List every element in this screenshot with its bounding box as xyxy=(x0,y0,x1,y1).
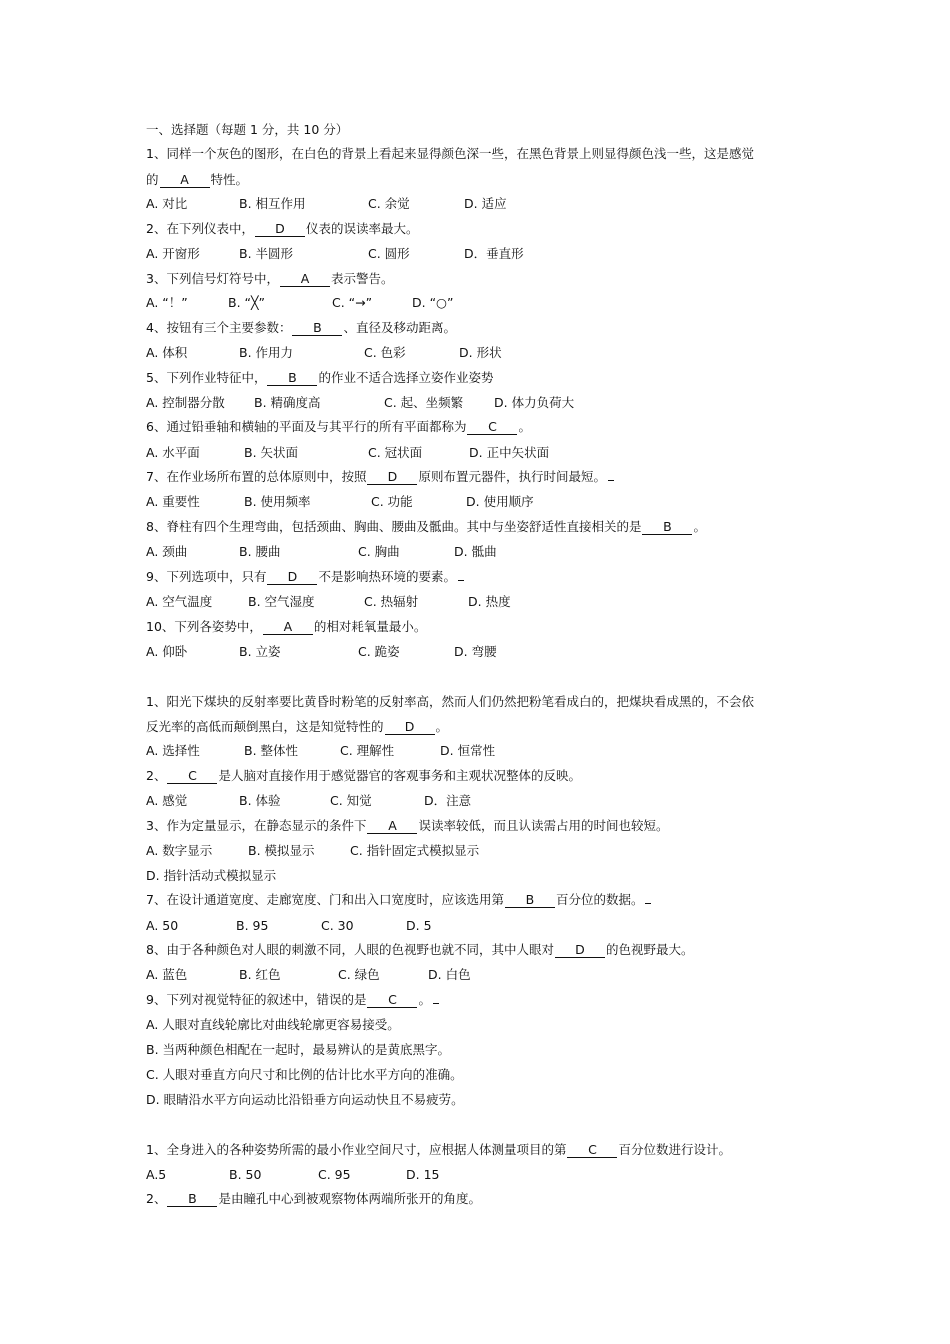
answer-blank: A xyxy=(160,173,210,188)
question-text xyxy=(146,467,614,487)
question-text xyxy=(146,766,581,786)
question-post: 仪表的误读率最大。 xyxy=(305,221,419,236)
option-d: D. 正中矢状面 xyxy=(469,445,550,460)
option-a: A. 感觉 xyxy=(146,793,188,808)
option-c: C. 功能 xyxy=(371,494,413,509)
question-post: 百分位的数据。 xyxy=(555,892,644,907)
option-d: D. 5 xyxy=(406,918,432,933)
option-a: A. 控制器分散 xyxy=(146,395,225,410)
question-post: 原则布置元器件，执行时间最短。 xyxy=(418,469,606,484)
question-pre: 2、在下列仪表中， xyxy=(146,221,254,236)
option-a: A. 选择性 xyxy=(146,743,200,758)
question-pre: 8、由于各种颜色对人眼的刺激不同，人眼的色视野也就不同，其中人眼对 xyxy=(146,942,554,957)
question-pre: 3、下列信号灯符号中， xyxy=(146,271,279,286)
option-c: C. 胸曲 xyxy=(358,544,400,559)
option-d: D. 恒常性 xyxy=(440,743,496,758)
question-text xyxy=(146,417,531,437)
option-d: D. 15 xyxy=(406,1167,440,1182)
option-b: B. 腰曲 xyxy=(239,544,281,559)
option-d: D．垂直形 xyxy=(464,246,524,261)
option-b: B. 体验 xyxy=(239,793,281,808)
option-c: C. 起、坐频繁 xyxy=(384,395,464,410)
question-post: 。 xyxy=(518,419,531,434)
option-c: C. 绿色 xyxy=(338,967,380,982)
question-text xyxy=(146,567,464,587)
question-post: 是人脑对直接作用于感觉器官的客观事务和主观状况整体的反映。 xyxy=(218,768,581,783)
question-text xyxy=(146,219,418,239)
question-pre: 9、下列选项中，只有 xyxy=(146,569,267,584)
answer-blank: D xyxy=(267,570,317,585)
answer-blank: A xyxy=(280,272,330,287)
answer-blank: B xyxy=(505,893,555,908)
answer-blank: A xyxy=(263,620,313,635)
question-post: 是由瞳孔中心到被观察物体两端所张开的角度。 xyxy=(218,1191,481,1206)
answer-blank: D xyxy=(255,222,305,237)
option-a: A. 数字显示 xyxy=(146,843,213,858)
answer-blank: B xyxy=(167,1192,217,1207)
option-c: C. 色彩 xyxy=(364,345,406,360)
option-b: B. 精确度高 xyxy=(254,395,321,410)
option-a: A. 开窗形 xyxy=(146,246,200,261)
answer-blank: B xyxy=(267,371,317,386)
option-b: B. 模拟显示 xyxy=(248,843,315,858)
option-d: D. 眼睛沿水平方向运动比沿铅垂方向运动快且不易疲劳。 xyxy=(146,1092,464,1107)
answer-blank: D xyxy=(385,720,435,735)
option-d: D．注意 xyxy=(424,793,472,808)
stray-underline xyxy=(608,468,614,481)
question-pre: 2、 xyxy=(146,768,167,783)
option-c: C. 30 xyxy=(321,918,354,933)
option-b: B. 红色 xyxy=(239,967,281,982)
question-text: 1、同样一个灰色的图形，在白色的背景上看起来显得颜色深一些，在黑色背景上则显得颜色浅一些，这是感觉 xyxy=(146,146,754,161)
answer-blank: C xyxy=(567,1143,617,1158)
option-d: D. 形状 xyxy=(459,345,502,360)
option-d: D. 弯腰 xyxy=(454,644,497,659)
question-pre: 1、全身进入的各种姿势所需的最小作业空间尺寸，应根据人体测量项目的第 xyxy=(146,1142,567,1157)
question-text xyxy=(146,170,248,190)
option-b: B. 95 xyxy=(236,918,269,933)
option-d: D. 白色 xyxy=(428,967,471,982)
option-d: D. 骶曲 xyxy=(454,544,497,559)
option-d: D. 指针活动式模拟显示 xyxy=(146,868,277,883)
option-b: B. 相互作用 xyxy=(239,196,306,211)
answer-blank: B xyxy=(642,520,692,535)
option-c: C. 知觉 xyxy=(330,793,372,808)
option-a: A. 仰卧 xyxy=(146,644,188,659)
answer-blank: A xyxy=(367,819,417,834)
question-post: 。 xyxy=(435,719,449,734)
option-c: C. 人眼对垂直方向尺寸和比例的估计比水平方向的准确。 xyxy=(146,1067,463,1082)
option-c: C. 理解性 xyxy=(340,743,395,758)
option-b: B. 半圆形 xyxy=(239,246,294,261)
question-post: 不是影响热环境的要素。 xyxy=(318,569,456,584)
question-text xyxy=(146,269,393,289)
question-post: 特性。 xyxy=(210,172,249,187)
question-text xyxy=(146,368,493,388)
question-pre: 2、 xyxy=(146,1191,167,1206)
question-text xyxy=(146,1140,731,1160)
option-b: B. 当两种颜色相配在一起时，最易辨认的是黄底黑字。 xyxy=(146,1042,451,1057)
option-b: B. 空气湿度 xyxy=(248,594,315,609)
question-post: 表示警告。 xyxy=(330,271,394,286)
option-d: D. “○” xyxy=(412,295,454,310)
option-c: C. 冠状面 xyxy=(368,445,423,460)
option-c: C. 指针固定式模拟显示 xyxy=(350,843,480,858)
option-a: A. 重要性 xyxy=(146,494,200,509)
question-post: 。 xyxy=(693,519,706,534)
question-text xyxy=(146,717,448,737)
question-text xyxy=(146,890,651,910)
question-text: 1、阳光下煤块的反射率要比黄昏时粉笔的反射率高，然而人们仍然把粉笔看成白的，把煤块看成黑的，不会依 xyxy=(146,694,754,709)
stray-underline xyxy=(458,568,464,581)
option-c: C. 圆形 xyxy=(368,246,410,261)
question-pre: 10、下列各姿势中， xyxy=(146,619,262,634)
question-post: 百分位数进行设计。 xyxy=(618,1142,731,1157)
question-pre: 6、通过铅垂轴和横轴的平面及与其平行的所有平面都称为 xyxy=(146,419,467,434)
option-b: B. “╳” xyxy=(228,295,265,310)
option-b: B. 立姿 xyxy=(239,644,281,659)
question-text xyxy=(146,318,456,338)
option-a: A. 水平面 xyxy=(146,445,200,460)
question-post: 。 xyxy=(418,992,431,1007)
answer-blank: C xyxy=(167,769,217,784)
stray-underline xyxy=(433,991,439,1004)
question-post: 的作业不适合选择立姿作业姿势 xyxy=(318,370,494,385)
question-pre: 8、脊柱有四个生理弯曲，包括颈曲、胸曲、腰曲及骶曲。其中与坐姿舒适性直接相关的是 xyxy=(146,519,642,534)
option-a: A. 50 xyxy=(146,918,179,933)
question-pre: 反光率的高低而颠倒黑白，这是知觉特性的 xyxy=(146,719,384,734)
option-c: C. 95 xyxy=(318,1167,351,1182)
question-post: 的色视野最大。 xyxy=(605,942,694,957)
option-a: A. 对比 xyxy=(146,196,188,211)
option-b: B. 整体性 xyxy=(244,743,299,758)
option-b: B. 50 xyxy=(229,1167,262,1182)
question-text xyxy=(146,816,668,836)
question-pre: 5、下列作业特征中， xyxy=(146,370,267,385)
option-a: A. “！” xyxy=(146,295,188,310)
question-pre: 7、在设计通道宽度、走廊宽度、门和出入口宽度时，应该选用第 xyxy=(146,892,504,907)
option-c: C. 跪姿 xyxy=(358,644,400,659)
answer-blank: D xyxy=(555,943,605,958)
option-b: B. 使用频率 xyxy=(244,494,311,509)
option-a: A. 人眼对直线轮廓比对曲线轮廓更容易接受。 xyxy=(146,1017,400,1032)
question-pre: 的 xyxy=(146,172,159,187)
question-post: 、直径及移动距离。 xyxy=(343,320,456,335)
answer-blank: D xyxy=(367,470,417,485)
option-a: A.5 xyxy=(146,1167,167,1182)
option-d: D. 使用顺序 xyxy=(466,494,534,509)
question-text xyxy=(146,617,426,637)
question-text xyxy=(146,517,706,537)
question-text xyxy=(146,1189,481,1209)
question-pre: 4、按钮有三个主要参数： xyxy=(146,320,292,335)
option-a: A. 体积 xyxy=(146,345,188,360)
option-b: B. 矢状面 xyxy=(244,445,299,460)
question-pre: 9、下列对视觉特征的叙述中，错误的是 xyxy=(146,992,367,1007)
answer-blank: C xyxy=(367,993,417,1008)
option-d: D. 适应 xyxy=(464,196,507,211)
section-title: 一、选择题（每题 1 分，共 10 分） xyxy=(146,122,349,137)
option-c: C. “→” xyxy=(332,295,373,310)
option-c: C. 余觉 xyxy=(368,196,410,211)
question-text xyxy=(146,940,693,960)
question-pre: 3、作为定量显示，在静态显示的条件下 xyxy=(146,818,367,833)
question-text xyxy=(146,990,439,1010)
answer-blank: B xyxy=(292,321,342,336)
question-pre: 7、在作业场所布置的总体原则中，按照 xyxy=(146,469,367,484)
question-post: 的相对耗氧量最小。 xyxy=(313,619,427,634)
question-post: 误读率较低，而且认读需占用的时间也较短。 xyxy=(418,818,669,833)
option-d: D. 热度 xyxy=(468,594,511,609)
stray-underline xyxy=(645,891,651,904)
option-b: B. 作用力 xyxy=(239,345,294,360)
option-c: C. 热辐射 xyxy=(364,594,419,609)
option-d: D. 体力负荷大 xyxy=(494,395,575,410)
option-a: A. 蓝色 xyxy=(146,967,188,982)
answer-blank: C xyxy=(467,420,517,435)
option-a: A. 空气温度 xyxy=(146,594,213,609)
option-a: A. 颈曲 xyxy=(146,544,188,559)
